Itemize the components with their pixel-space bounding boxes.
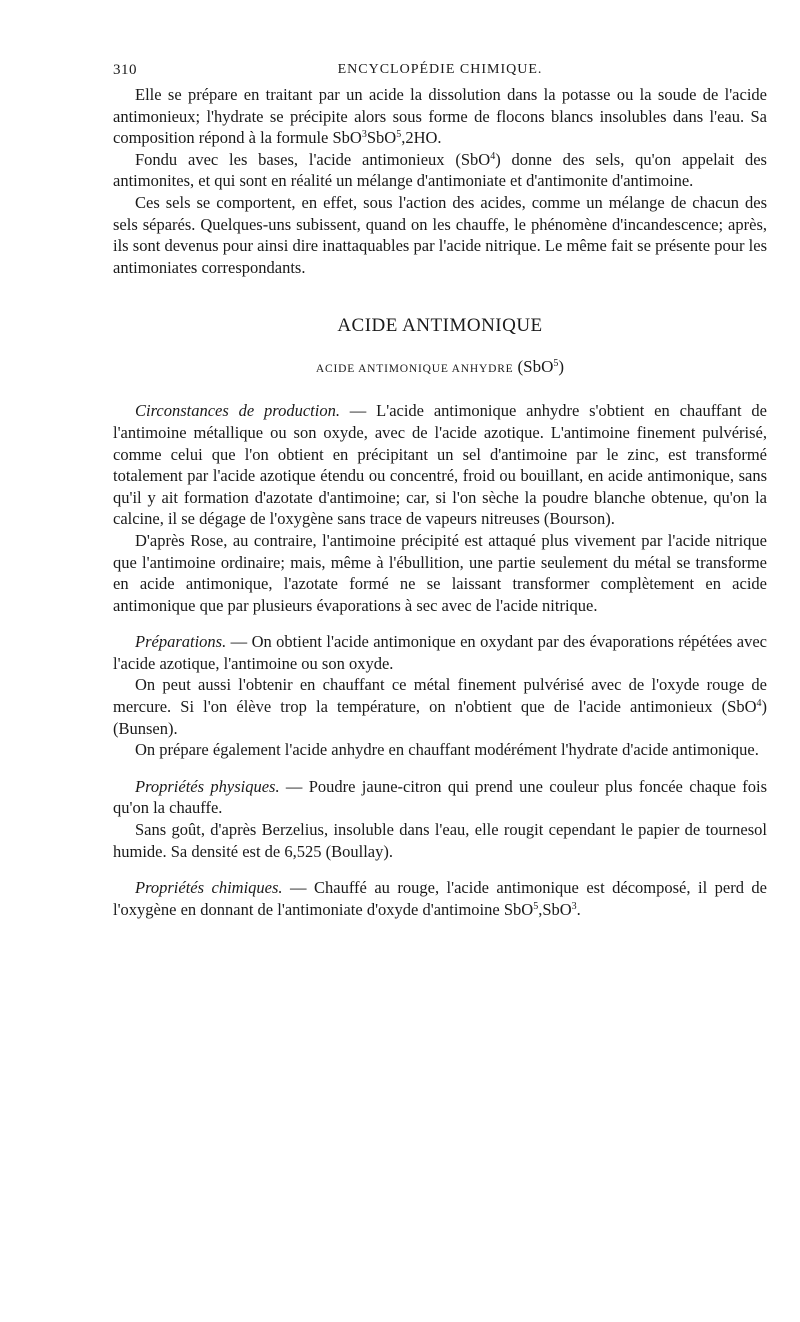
intro-paragraph-3: Ces sels se comportent, en effet, sous l'action des acides, comme un mélange de chacun des sels séparés. Quelques-uns subissent, quand on les chauffe, le phénomène d'incandescence; après, ils sont devenus pour ainsi dire inattaquables par l'acide nitrique. Le même fait se présente pour les antimoniates correspondants. [113,192,767,277]
intro-paragraph-2: Fondu avec les bases, l'acide antimonieux (SbO$^4$) donne des sels, qu'on appelait des antimonites, et qui sont en réalité un mélange d'antimoniate et d'antimonite d'antimoine. [113,149,767,191]
preparations-heading: Préparations. [135,632,227,652]
physical-paragraph-1: Propriétés physiques. — Poudre jaune-citron qui prend une couleur plus foncée chaque fois qu'on la chauffe. [113,776,767,818]
intro-paragraph-1: Elle se prépare en traitant par un acide la dissolution dans la potasse ou la soude de l'acide antimonieux; l'hydrate se précipite alors sous forme de flocons blancs insolubles dans l'eau. Sa composition répond à la formule SbO$^3$SbO$^5$,2HO. [113,85,767,148]
preparations-paragraph-2: On peut aussi l'obtenir en chauffant ce métal finement pulvérisé avec de l'oxyde rouge de mercure. Si l'on élève trop la température, on n'obtient que de l'acide antimonieux (SbO$^4$) (Bunsen). [113,675,767,738]
chemical-paragraph-1: Propriétés chimiques. — Chauffé au rouge, l'acide antimonique est décomposé, il perd de l'oxygène en donnant de l'antimoniate d'oxyde d'antimoine SbO$^5$,SbO$^3$. [113,878,768,919]
page-number: 310 [113,62,137,78]
physical-heading: Propriétés physiques. [135,776,280,796]
page [113,62,767,920]
production-heading: Circonstances de production. [135,401,340,421]
preparations-paragraph-3: On prépare également l'acide anhydre en chauffant modérément l'hydrate d'acide antimonique. [135,740,759,760]
production-paragraph-2: D'après Rose, au contraire, l'antimoine précipité est attaqué plus vivement par l'acide nitrique que l'antimoine ordinaire; mais, même à l'ébullition, une partie seulement du métal se transforme en acide antimonique, l'azotate formé ne se laissant transformer complètement en acide antimonique que par plusieurs évaporations à sec avec de l'acide nitrique. [113,530,767,615]
section-title: ACIDE ANTIMONIQUE [337,315,543,337]
chemical-heading: Propriétés chimiques. [135,878,283,898]
running-header [113,62,767,84]
physical-paragraph-2: Sans goût, d'après Berzelius, insoluble dans l'eau, elle rougit cependant le papier de tournesol humide. Sa densité est de 6,525 (Boullay). [113,820,767,861]
running-title: ENCYCLOPÉDIE CHIMIQUE. [337,62,543,77]
production-paragraph-1: Circonstances de production. — L'acide antimonique anhydre s'obtient en chauffant de l'antimoine métallique ou son oxyde, avec de l'acide azotique. L'antimoine finement pulvérisé, comme celui que l'on obtient en précipitant un sel d'antimoine par le zinc, est transformé totalement par l'acide azotique étendu ou concentré, froid ou bouillant, en acide antimonique, sans qu'il y ait formation d'azotate d'antimoine; car, si l'on sèche la poudre blanche obtenue, qu'on la calcine, il se dégage de l'oxygène sans trace de vapeurs nitreuses (Bourson). [113,401,767,529]
section-subtitle: ACIDE ANTIMONIQUE ANHYDRE (SbO$^5$) [315,357,565,377]
preparations-paragraph-1: Préparations. — On obtient l'acide antimonique en oxydant par des évaporations répétées avec l'acide azotique, l'antimoine ou son oxyde. [113,632,767,673]
